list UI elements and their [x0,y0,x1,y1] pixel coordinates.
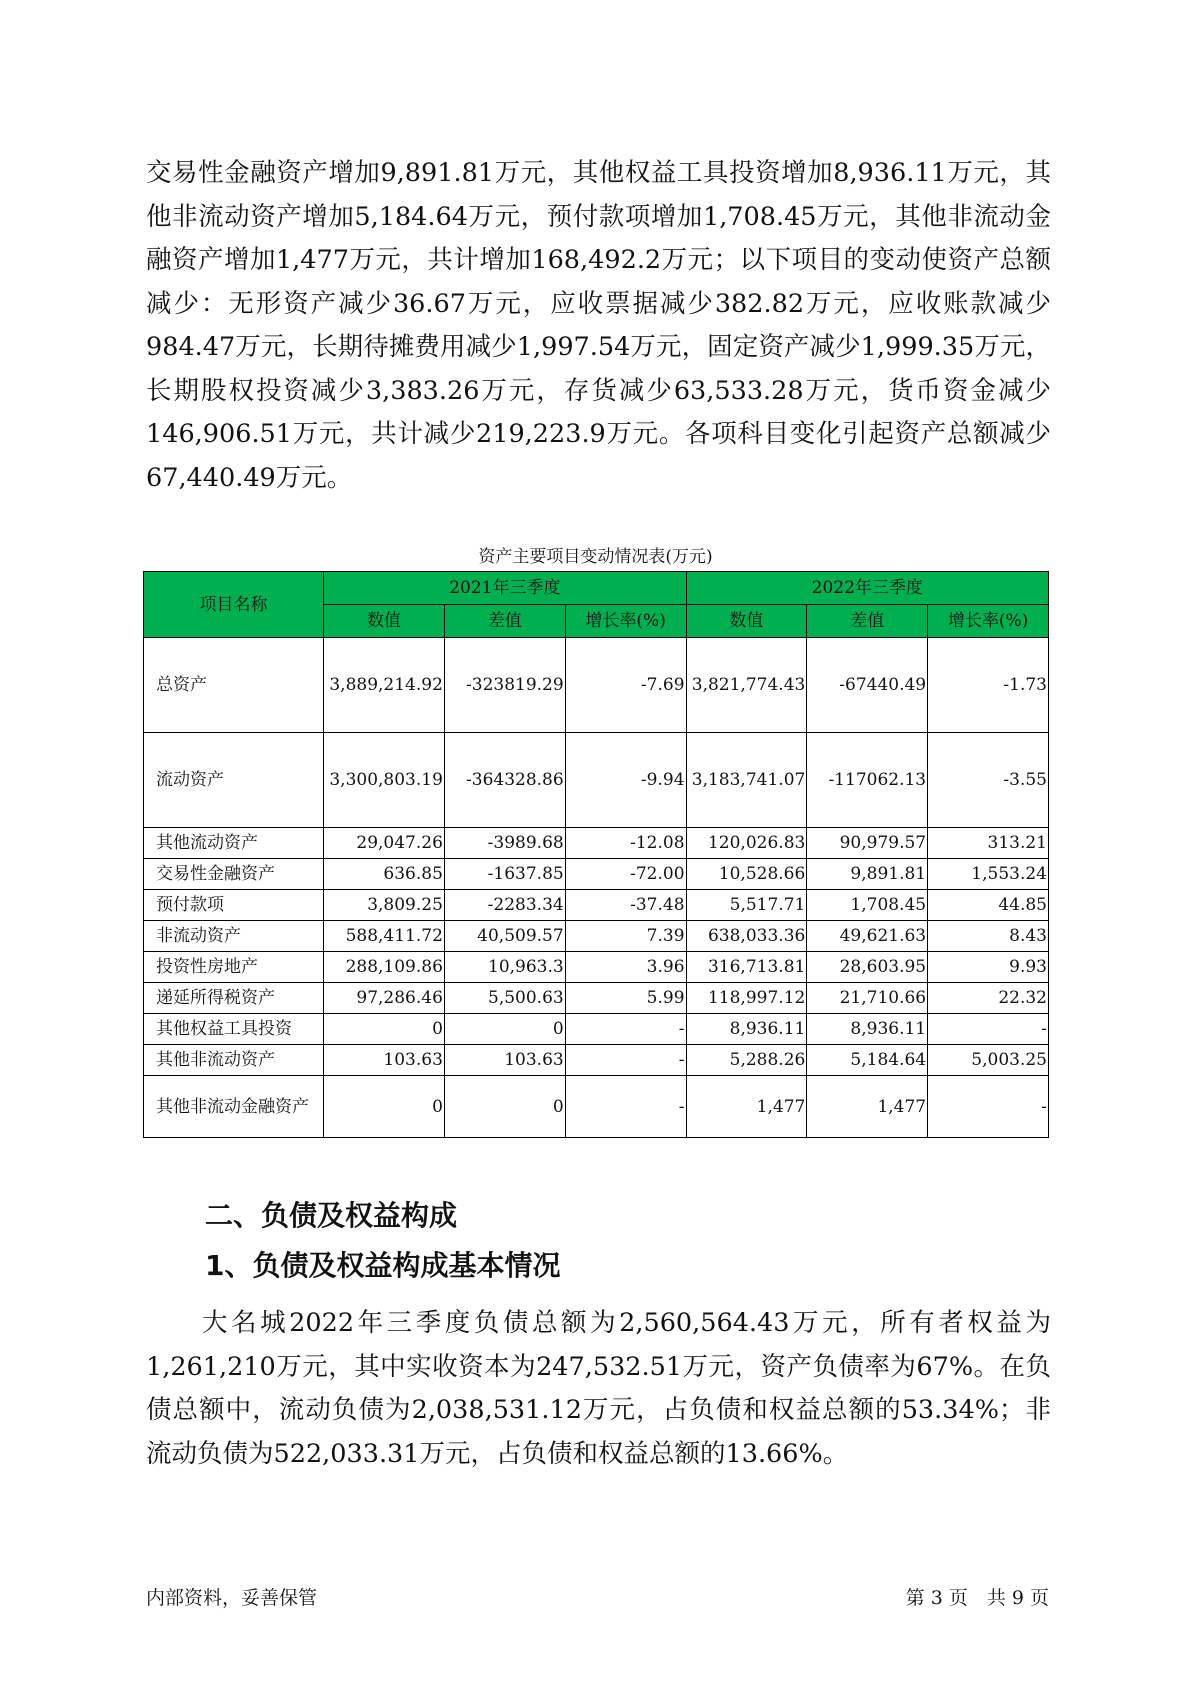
header-growth-2022: 增长率(%) [928,605,1049,638]
cell-growth-2021: -37.48 [565,890,686,921]
cell-growth-2022: -3.55 [928,733,1049,828]
cell-growth-2022: - [928,1014,1049,1045]
body-paragraph-1: 交易性金融资产增加9,891.81万元，其他权益工具投资增加8,936.11万元，其他非流动资产增加5,184.64万元，预付款项增加1,708.45万元，其他非流动金融资产增加1,477万元，共计增加168,492.2万元；以下项目的变动使资产总额减少：无形资产减少36.67万元，应收票据减少382.82万元，应收账款减少984.47万元，长期待摊费用减少1,997.54万元，固定资产减少1,999.35万元，长期股权投资减少3,383.26万元，存货减少63,533.28万元，货币资金减少146,906.51万元，共计减少219,223.9万元。各项科目变化引起资产总额减少67,440.49万元。 [146,158,1051,493]
cell-diff-2021: 5,500.63 [444,983,565,1014]
cell-growth-2021: -9.94 [565,733,686,828]
cell-diff-2021: -1637.85 [444,859,565,890]
cell-value-2021: 29,047.26 [324,828,445,859]
cell-value-2022: 120,026.83 [686,828,807,859]
cell-growth-2021: -72.00 [565,859,686,890]
cell-diff-2021: -364328.86 [444,733,565,828]
table-row [144,859,1049,890]
cell-diff-2021: 10,963.3 [444,952,565,983]
cell-value-2022: 10,528.66 [686,859,807,890]
cell-growth-2022: 1,553.24 [928,859,1049,890]
cell-growth-2021: 7.39 [565,921,686,952]
cell-diff-2021: 0 [444,1014,565,1045]
cell-diff-2021: 0 [444,1076,565,1138]
cell-growth-2022: 9.93 [928,952,1049,983]
table-row [144,638,1049,733]
cell-value-2021: 288,109.86 [324,952,445,983]
section-heading: 二、负债及权益构成 [205,1199,458,1232]
cell-diff-2021: -2283.34 [444,890,565,921]
asset-change-table [143,571,1049,1138]
cell-value-2022: 3,183,741.07 [686,733,807,828]
cell-value-2021: 3,300,803.19 [324,733,445,828]
table-row [144,733,1049,828]
footer-confidential: 内部资料，妥善保管 [146,1587,318,1609]
cell-growth-2022: 44.85 [928,890,1049,921]
cell-diff-2022: -67440.49 [807,638,928,733]
cell-value-2021: 588,411.72 [324,921,445,952]
table-row [144,921,1049,952]
cell-row-name: 非流动资产 [144,921,324,952]
cell-diff-2022: 90,979.57 [807,828,928,859]
cell-diff-2021: 103.63 [444,1045,565,1076]
cell-growth-2022: 22.32 [928,983,1049,1014]
table-body [144,638,1049,1138]
cell-value-2021: 103.63 [324,1045,445,1076]
cell-row-name: 预付款项 [144,890,324,921]
table-caption: 资产主要项目变动情况表(万元) [478,547,713,567]
cell-row-name: 其他非流动资产 [144,1045,324,1076]
table-row [144,1014,1049,1045]
cell-diff-2022: 28,603.95 [807,952,928,983]
cell-growth-2022: 8.43 [928,921,1049,952]
header-value-2021: 数值 [324,605,445,638]
cell-diff-2022: 1,708.45 [807,890,928,921]
cell-row-name: 其他非流动金融资产 [144,1076,324,1138]
header-value-2022: 数值 [686,605,807,638]
cell-row-name: 其他权益工具投资 [144,1014,324,1045]
cell-diff-2021: 40,509.57 [444,921,565,952]
cell-diff-2022: 5,184.64 [807,1045,928,1076]
cell-value-2022: 316,713.81 [686,952,807,983]
cell-row-name: 其他流动资产 [144,828,324,859]
subsection-heading: 1、负债及权益构成基本情况 [205,1249,561,1282]
header-item-name: 项目名称 [144,572,324,638]
cell-value-2021: 0 [324,1014,445,1045]
cell-value-2021: 3,809.25 [324,890,445,921]
header-growth-2021: 增长率(%) [565,605,686,638]
cell-value-2022: 3,821,774.43 [686,638,807,733]
table-row [144,1076,1049,1138]
cell-growth-2022: - [928,1076,1049,1138]
cell-value-2021: 0 [324,1076,445,1138]
cell-value-2021: 97,286.46 [324,983,445,1014]
header-diff-2022: 差值 [807,605,928,638]
cell-row-name: 总资产 [144,638,324,733]
cell-value-2022: 5,517.71 [686,890,807,921]
cell-value-2022: 1,477 [686,1076,807,1138]
cell-row-name: 交易性金融资产 [144,859,324,890]
cell-row-name: 流动资产 [144,733,324,828]
cell-value-2022: 118,997.12 [686,983,807,1014]
cell-growth-2021: -7.69 [565,638,686,733]
cell-growth-2021: - [565,1045,686,1076]
cell-growth-2021: 5.99 [565,983,686,1014]
cell-diff-2022: 21,710.66 [807,983,928,1014]
header-period-2022: 2022年三季度 [686,572,1048,605]
table-row [144,890,1049,921]
cell-value-2021: 636.85 [324,859,445,890]
body-paragraph-2: 大名城2022年三季度负债总额为2,560,564.43万元，所有者权益为1,261,210万元，其中实收资本为247,532.51万元，资产负债率为67%。在负债总额中，流动负债为2,038,531.12万元，占负债和权益总额的53.34%；非流动负债为522,033.31万元，占负债和权益总额的13.66%。 [146,1308,1051,1469]
cell-diff-2022: 9,891.81 [807,859,928,890]
cell-diff-2022: 1,477 [807,1076,928,1138]
cell-diff-2022: 49,621.63 [807,921,928,952]
footer-page-number: 第 3 页 共 9 页 [905,1587,1049,1609]
header-period-2021: 2021年三季度 [324,572,686,605]
cell-growth-2021: - [565,1014,686,1045]
cell-value-2022: 8,936.11 [686,1014,807,1045]
cell-growth-2021: - [565,1076,686,1138]
table-row [144,952,1049,983]
cell-diff-2022: 8,936.11 [807,1014,928,1045]
cell-growth-2021: -12.08 [565,828,686,859]
cell-value-2022: 638,033.36 [686,921,807,952]
cell-growth-2022: 313.21 [928,828,1049,859]
table-row [144,828,1049,859]
header-diff-2021: 差值 [444,605,565,638]
table-row [144,1045,1049,1076]
cell-growth-2021: 3.96 [565,952,686,983]
cell-value-2022: 5,288.26 [686,1045,807,1076]
cell-value-2021: 3,889,214.92 [324,638,445,733]
cell-diff-2021: -323819.29 [444,638,565,733]
cell-row-name: 投资性房地产 [144,952,324,983]
cell-row-name: 递延所得税资产 [144,983,324,1014]
cell-diff-2021: -3989.68 [444,828,565,859]
cell-diff-2022: -117062.13 [807,733,928,828]
cell-growth-2022: -1.73 [928,638,1049,733]
cell-growth-2022: 5,003.25 [928,1045,1049,1076]
table-row [144,983,1049,1014]
